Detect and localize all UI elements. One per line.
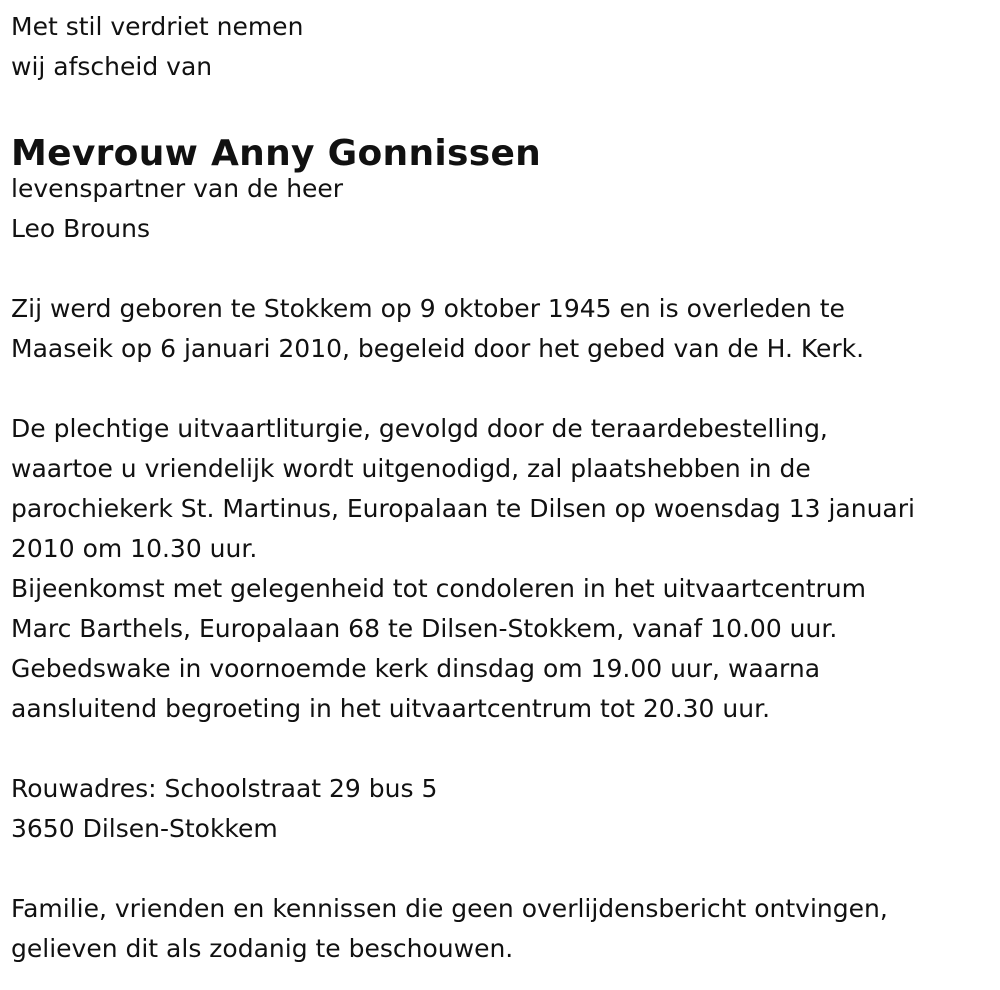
birth-death-paragraph — [11, 289, 986, 369]
deceased-block — [11, 129, 986, 249]
relation-line-2: Leo Brouns — [11, 214, 151, 243]
spacer — [11, 849, 986, 889]
address-line-1: Rouwadres: Schoolstraat 29 bus 5 — [11, 774, 438, 803]
funeral-line-1: De plechtige uitvaartliturgie, gevolgd door de teraardebestelling, — [11, 414, 828, 443]
funeral-line-2: waartoe u vriendelijk wordt uitgenodigd, zal plaatshebben in de — [11, 454, 811, 483]
birth-death-line-2: Maaseik op 6 januari 2010, begeleid door het gebed van de H. Kerk. — [11, 334, 865, 363]
address-block — [11, 769, 986, 849]
relation-line-1: levenspartner van de heer — [11, 174, 344, 203]
address-line-2: 3650 Dilsen-Stokkem — [11, 814, 278, 843]
spacer — [11, 249, 986, 289]
funeral-line-6: Marc Barthels, Europalaan 68 te Dilsen-Stokkem, vanaf 10.00 uur. — [11, 614, 838, 643]
funeral-line-7: Gebedswake in voornoemde kerk dinsdag om 19.00 uur, waarna — [11, 654, 821, 683]
funeral-line-4: 2010 om 10.30 uur. — [11, 534, 258, 563]
intro-line-2: wij afscheid van — [11, 52, 213, 81]
obituary-notice — [11, 7, 986, 969]
funeral-line-5: Bijeenkomst met gelegenheid tot condoleren in het uitvaartcentrum — [11, 574, 866, 603]
closing-paragraph — [11, 889, 986, 969]
funeral-line-3: parochiekerk St. Martinus, Europalaan te Dilsen op woensdag 13 januari — [11, 494, 915, 523]
spacer — [11, 87, 986, 127]
intro-block — [11, 7, 986, 87]
funeral-paragraph — [11, 409, 986, 729]
intro-line-1: Met stil verdriet nemen — [11, 12, 304, 41]
birth-death-line-1: Zij werd geboren te Stokkem op 9 oktober 1945 en is overleden te — [11, 294, 845, 323]
closing-line-2: gelieven dit als zodanig te beschouwen. — [11, 934, 514, 963]
spacer — [11, 369, 986, 409]
spacer — [11, 729, 986, 769]
funeral-line-8: aansluitend begroeting in het uitvaartcentrum tot 20.30 uur. — [11, 694, 771, 723]
deceased-name: Mevrouw Anny Gonnissen — [11, 133, 542, 174]
closing-line-1: Familie, vrienden en kennissen die geen overlijdensbericht ontvingen, — [11, 894, 888, 923]
